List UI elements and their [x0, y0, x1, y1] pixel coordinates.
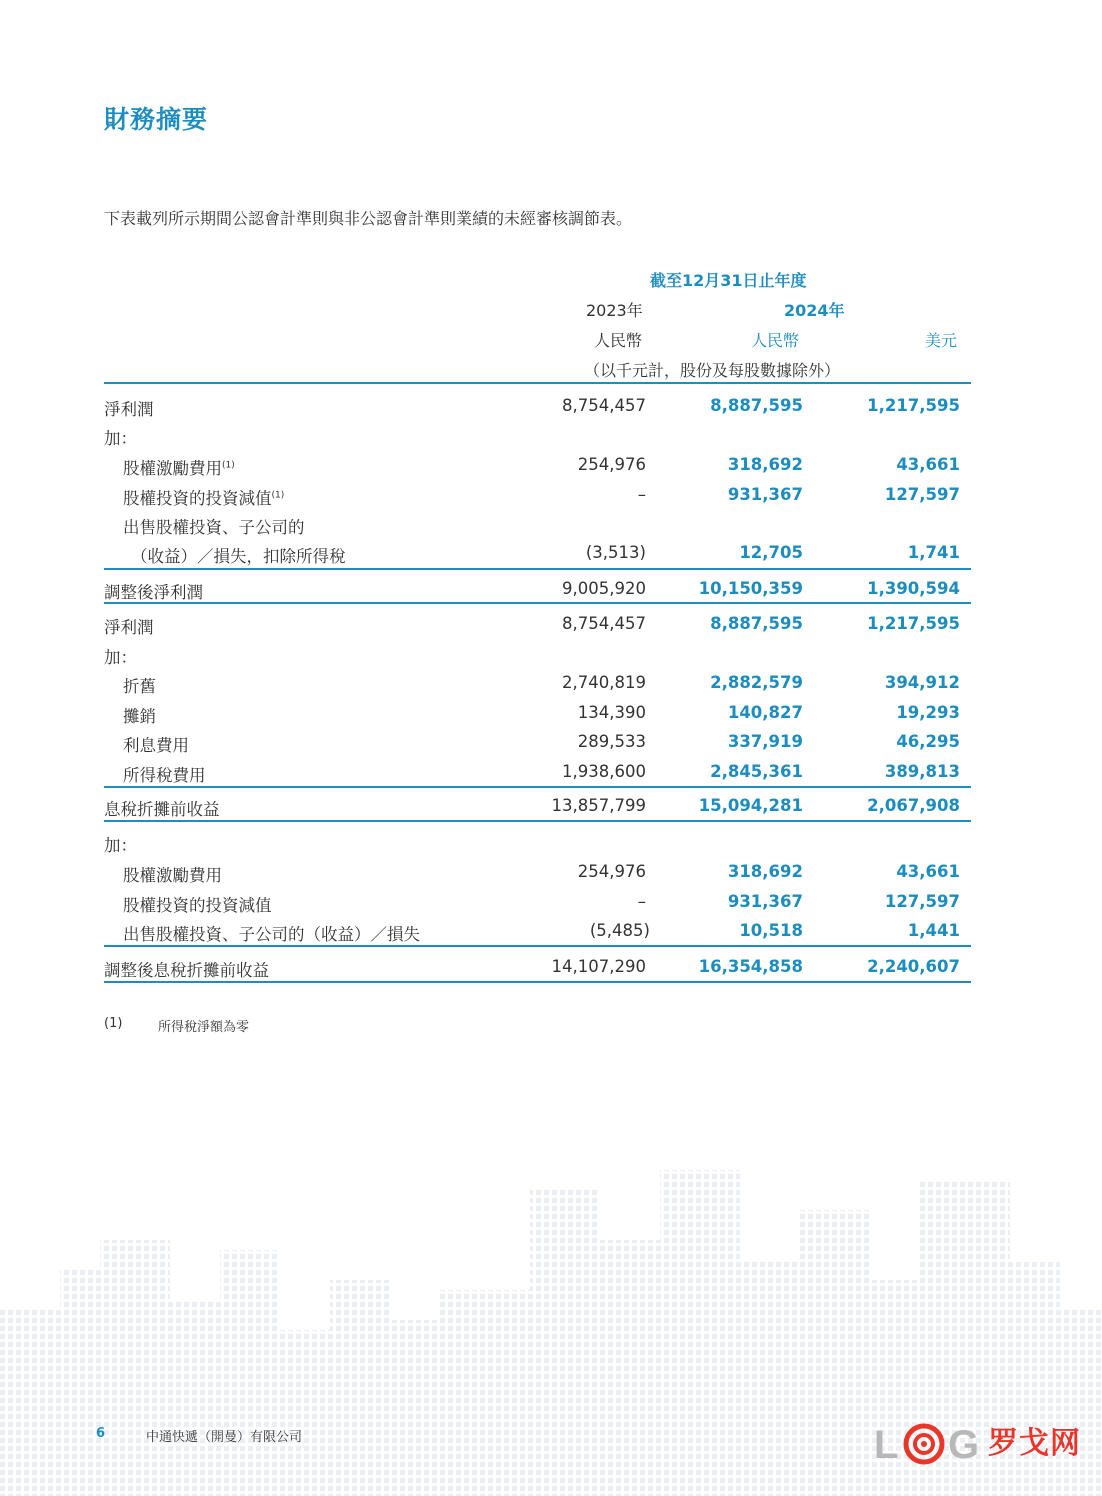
currency-2024-header: 人民幣 — [751, 331, 800, 350]
value-usd: 43,661 — [896, 862, 960, 881]
value-usd: 394,912 — [884, 673, 960, 692]
value-2023: 2,740,819 — [562, 673, 646, 692]
value-2023: 13,857,799 — [551, 796, 646, 815]
value-usd: 1,441 — [907, 921, 960, 940]
row-label: 股權投資的投資減值$^{(1)}$ — [123, 489, 285, 508]
value-2024: 337,919 — [727, 732, 803, 751]
table-bottom-rule — [104, 981, 971, 983]
row-label: 加： — [104, 648, 137, 667]
table-row — [104, 451, 971, 479]
value-2024: 10,518 — [739, 921, 803, 940]
value-usd: 46,295 — [896, 732, 960, 751]
value-2024: 2,882,579 — [710, 673, 803, 692]
table-row — [104, 481, 971, 509]
table-row — [104, 640, 971, 668]
unit-note: （以千元計，股份及每股數據除外） — [584, 361, 841, 380]
table-row-total — [104, 953, 971, 981]
value-2023: 14,107,290 — [551, 957, 646, 976]
row-label: 出售股權投資、子公司的 — [123, 518, 305, 537]
table-row-total — [104, 575, 971, 603]
row-label: 攤銷 — [123, 707, 156, 726]
table-row — [104, 699, 971, 727]
value-2024: 16,354,858 — [698, 957, 803, 976]
value-2023: 1,938,600 — [562, 762, 646, 781]
section-rule — [104, 568, 971, 570]
row-label: 折舊 — [123, 677, 156, 696]
table-row — [104, 888, 971, 916]
table-row — [104, 539, 971, 567]
section-rule — [104, 820, 971, 822]
row-label: 股權投資的投資減值 — [123, 896, 272, 915]
row-label: 息稅折攤前收益 — [104, 800, 220, 819]
table-row-total — [104, 792, 971, 820]
row-label: 調整後淨利潤 — [104, 583, 203, 602]
year-2024-header: 2024年 — [784, 301, 845, 320]
section-rule — [104, 786, 971, 788]
row-label: 股權激勵費用$^{(1)}$ — [123, 459, 235, 478]
row-label: （收益）／損失，扣除所得稅 — [131, 547, 346, 566]
value-2023: 134,390 — [577, 703, 646, 722]
value-usd: 1,741 — [907, 543, 960, 562]
value-2023: 9,005,920 — [562, 579, 646, 598]
value-usd: 2,240,607 — [867, 957, 960, 976]
row-label: 加： — [104, 429, 137, 448]
watermark-text: 罗戈网 — [988, 1426, 1081, 1461]
intro-text: 下表載列所示期間公認會計準則與非公認會計準則業績的未經審核調節表。 — [104, 209, 633, 228]
row-label: 所得稅費用 — [123, 766, 206, 785]
table-row — [104, 510, 971, 538]
value-2023: 254,976 — [577, 455, 646, 474]
row-label: 淨利潤 — [104, 618, 154, 637]
value-usd: 1,217,595 — [867, 396, 960, 415]
table-row — [104, 858, 971, 886]
svg-text:L: L — [874, 1423, 899, 1467]
value-2023: (3,513) — [585, 543, 646, 562]
row-label: 調整後息稅折攤前收益 — [104, 961, 269, 980]
value-2024: 140,827 — [727, 703, 803, 722]
period-header: 截至12月31日止年度 — [650, 271, 807, 290]
value-2024: 10,150,359 — [698, 579, 803, 598]
footnote-marker: (1) — [222, 460, 235, 471]
row-label: 出售股權投資、子公司的（收益）／損失 — [123, 925, 420, 944]
value-2023: 8,754,457 — [562, 396, 646, 415]
footnote-text: 所得稅淨額為零 — [158, 1020, 250, 1035]
table-row — [104, 669, 971, 697]
value-usd: 43,661 — [896, 455, 960, 474]
value-2024: 8,887,595 — [710, 614, 803, 633]
currency-usd-header: 美元 — [925, 331, 958, 350]
table-header-rule — [104, 382, 971, 384]
table-row — [104, 421, 971, 449]
table-row — [104, 758, 971, 786]
value-2024: 318,692 — [727, 862, 803, 881]
value-2024: 318,692 — [727, 455, 803, 474]
value-usd: 389,813 — [884, 762, 960, 781]
value-2024: 931,367 — [727, 485, 803, 504]
value-2024: 931,367 — [727, 892, 803, 911]
value-2024: 8,887,595 — [710, 396, 803, 415]
table-row — [104, 728, 971, 756]
value-usd: 2,067,908 — [867, 796, 960, 815]
footnote-marker: (1) — [104, 1016, 123, 1031]
currency-2023-header: 人民幣 — [594, 331, 643, 350]
section-rule — [104, 945, 971, 947]
row-label: 淨利潤 — [104, 400, 154, 419]
value-usd: 127,597 — [884, 485, 960, 504]
value-usd: 127,597 — [884, 892, 960, 911]
row-label: 股權激勵費用 — [123, 866, 222, 885]
value-usd: 19,293 — [896, 703, 960, 722]
footnote-marker: (1) — [271, 490, 285, 501]
value-2024: 12,705 — [739, 543, 803, 562]
section-rule — [104, 602, 971, 604]
table-row — [104, 917, 971, 945]
value-2023: 8,754,457 — [562, 614, 646, 633]
value-usd: 1,217,595 — [867, 614, 960, 633]
value-2024: 2,845,361 — [710, 762, 803, 781]
svg-text:G: G — [948, 1423, 980, 1467]
table-row — [104, 828, 971, 856]
page-number: 6 — [96, 1426, 106, 1441]
value-2023: 254,976 — [577, 862, 646, 881]
year-2023-header: 2023年 — [586, 301, 643, 320]
value-2023: 289,533 — [577, 732, 646, 751]
row-label: 利息費用 — [123, 736, 189, 755]
page-title: 財務摘要 — [104, 105, 209, 134]
table-row — [104, 610, 971, 638]
value-2023: – — [637, 485, 646, 504]
company-name: 中通快遞（開曼）有限公司 — [146, 1430, 303, 1445]
value-usd: 1,390,594 — [867, 579, 960, 598]
table-row — [104, 392, 971, 420]
row-label: 加： — [104, 836, 137, 855]
value-2024: 15,094,281 — [698, 796, 803, 815]
value-2023: (5,485) — [589, 921, 650, 940]
value-2023: – — [637, 892, 646, 911]
